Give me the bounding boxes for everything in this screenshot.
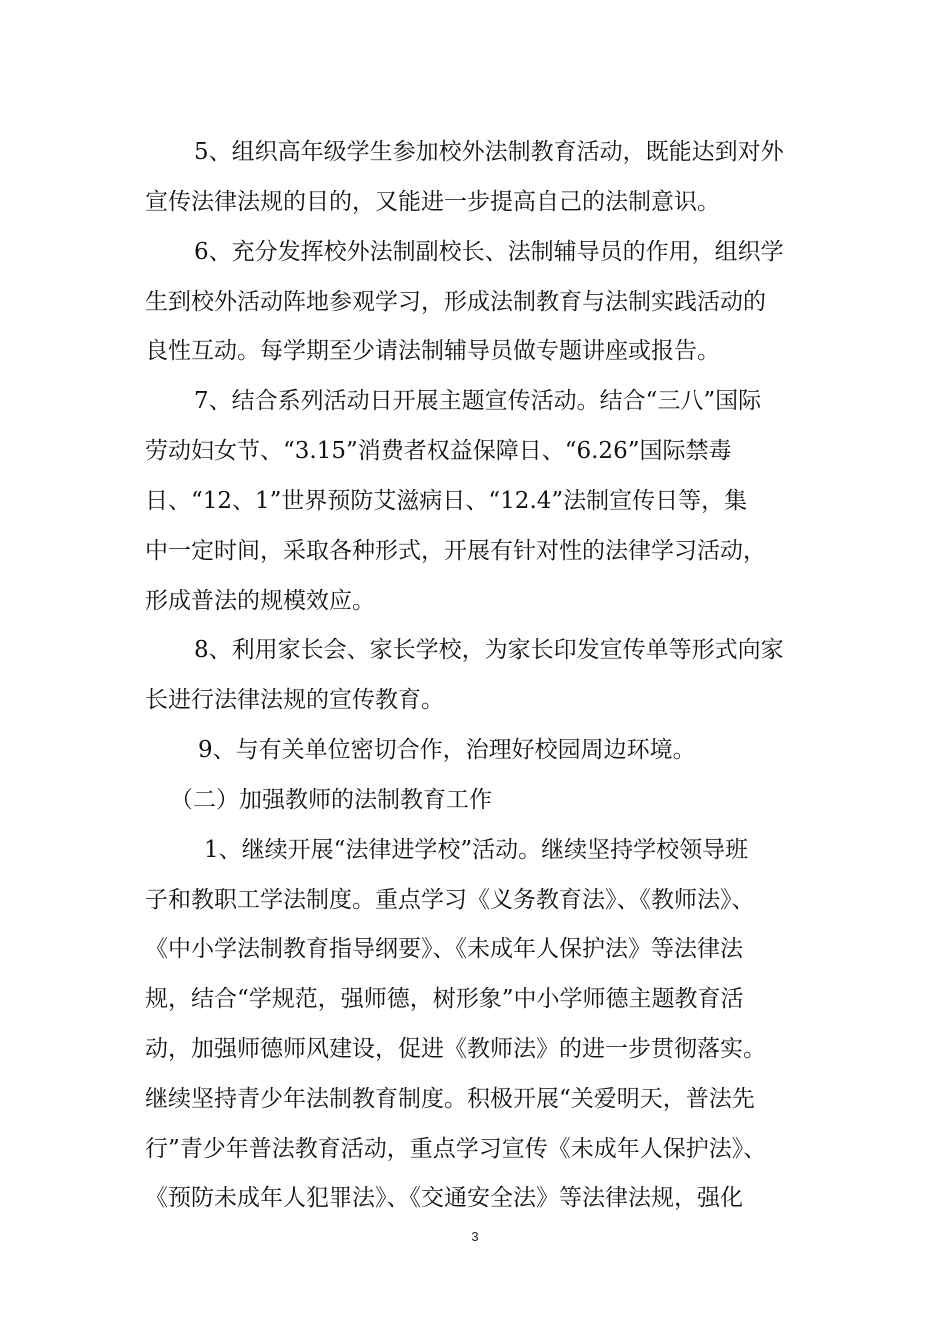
text-line: 良性互动。每学期至少请法制辅导员做专题讲座或报告。 [145,338,720,364]
text-line: 《中小学法制教育指导纲要》、《未成年人保护法》等法律法 [145,936,743,962]
text-line: 长进行法律法规的宣传教育。 [145,687,444,713]
text-line: 生到校外活动阵地参观学习，形成法制教育与法制实践活动的 [145,289,766,315]
text-line: 宣传法律法规的目的，又能进一步提高自己的法制意识。 [145,189,720,215]
text-line: 子和教职工学法制度。重点学习《义务教育法》、《教师法》、 [145,887,755,913]
page-number: 3 [471,1229,479,1244]
text-line: 7、结合系列活动日开展主题宣传活动。结合“三八”国际 [194,388,762,414]
text-line: 9、与有关单位密切合作，治理好校园周边环境。 [198,737,696,763]
text-line: 5、组织高年级学生参加校外法制教育活动，既能达到对外 [194,139,784,165]
text-line: 动，加强师德师风建设，促进《教师法》的进一步贯彻落实。 [145,1036,766,1062]
text-line: 8、利用家长会、家长学校，为家长印发宣传单等形式向家 [194,637,784,663]
text-line: 6、充分发挥校外法制副校长、法制辅导员的作用，组织学 [194,239,784,265]
text-line: 行”青少年普法教育活动，重点学习宣传《未成年人保护法》、 [145,1136,767,1162]
text-line: 继续坚持青少年法制教育制度。积极开展“关爱明天，普法先 [145,1086,755,1112]
text-line: 《预防未成年人犯罪法》、《交通安全法》等法律法规，强化 [145,1185,743,1211]
text-line: 形成普法的规模效应。 [145,588,375,614]
text-line: 规，结合“学规范，强师德，树形象”中小学师德主题教育活 [145,986,744,1012]
text-line: 日、“12、1”世界预防艾滋病日、“12.4”法制宣传日等，集 [145,488,748,514]
text-line: 中一定时间，采取各种形式，开展有针对性的法律学习活动， [145,538,766,564]
section-heading: （二）加强教师的法制教育工作 [170,787,492,813]
text-line: 劳动妇女节、“3.15”消费者权益保障日、“6.26”国际禁毒 [145,438,732,464]
text-line: 1、继续开展“法律进学校”活动。继续坚持学校领导班 [204,837,749,863]
